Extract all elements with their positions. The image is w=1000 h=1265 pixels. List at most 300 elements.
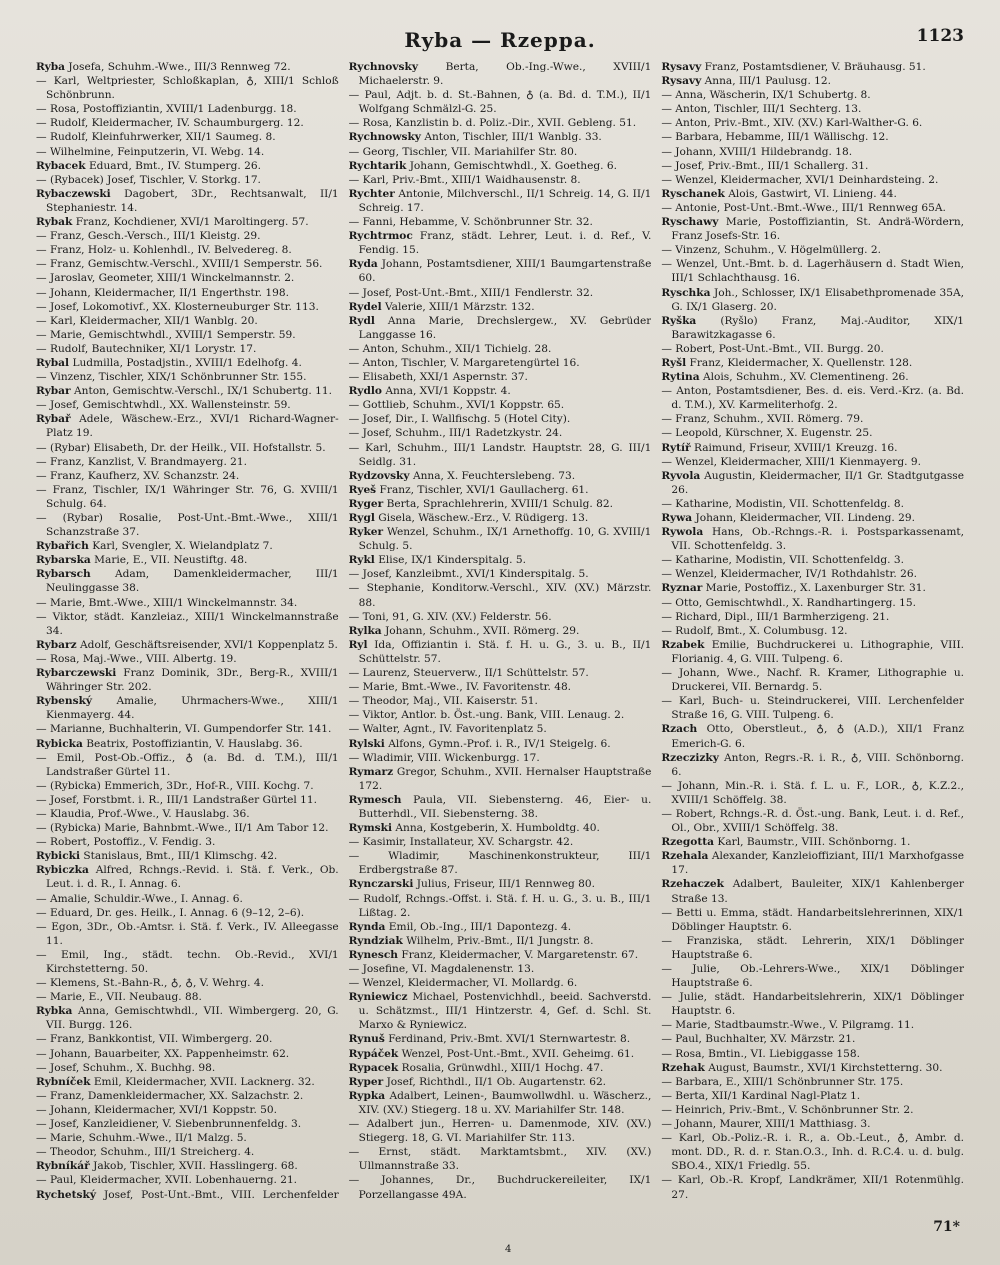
- entry-name: — Franz,: [36, 455, 85, 468]
- entry-name: Rytíř: [661, 441, 691, 454]
- entry-details: Alfons, Gymn.-Prof. i. R., IV/1 Steigelg. 6.: [388, 737, 611, 750]
- entry-name: — Marie,: [36, 991, 86, 1004]
- entry-details: Schuhm.-Wwe., II/1 Malzg. 5.: [88, 1132, 247, 1145]
- page-number: 1123: [916, 26, 964, 46]
- directory-entry: [349, 821, 652, 835]
- directory-entry: [661, 243, 964, 257]
- entry-details: Tischler, XIX/1 Schönbrunner Str. 155.: [98, 371, 307, 384]
- directory-entry: [36, 793, 339, 807]
- entry-name: — Karl,: [661, 1132, 705, 1145]
- entry-details: Franz, städt. Lehrer, Leut. i. d. Ref., V. Fendig. 15.: [358, 230, 652, 257]
- entry-name: Ryeš: [348, 483, 377, 496]
- directory-entry: [36, 722, 339, 736]
- entry-details: Konditorw.-Verschl., XIV. (XV.) Märzstr. 88.: [358, 582, 652, 609]
- entry-name: Rymarz: [348, 765, 394, 778]
- entry-name: — Marie,: [661, 1019, 711, 1032]
- directory-entry: [661, 1117, 964, 1131]
- entry-name: — Wenzel,: [661, 258, 718, 271]
- directory-entry: [349, 694, 652, 708]
- entry-name: — Eduard,: [36, 906, 93, 919]
- entry-details: Antlor. b. Öst.-ung. Bank, VIII. Lenaug. 2.: [401, 709, 625, 722]
- entry-name: Rybaczewski: [36, 187, 111, 200]
- entry-name: — Ernst,: [348, 1146, 412, 1159]
- directory-entry: [661, 906, 964, 934]
- directory-entry: [36, 1061, 339, 1075]
- entry-name: — Rudolf,: [661, 624, 714, 637]
- entry-details: Franz, Kochdiener, XVI/1 Maroltingerg. 57.: [75, 216, 309, 229]
- entry-details: Dagobert, 3Dr., Rechtsanwalt, II/1 Stephaniestr. 14.: [46, 187, 339, 214]
- directory-entry: [36, 243, 339, 257]
- entry-name: — Rosa,: [36, 103, 80, 116]
- entry-name: — Otto,: [661, 596, 703, 609]
- entry-name: — Gottlieb,: [348, 399, 410, 412]
- directory-entry: [349, 567, 652, 581]
- entry-details: Post-Unt.-Bmt.-Wwe., III/1 Rennweg 65A.: [723, 201, 946, 214]
- entry-details: Kanzlist, V. Brandmayerg. 21.: [87, 455, 248, 468]
- entry-name: — Julie,: [661, 991, 708, 1004]
- entry-name: — Johann,: [36, 1103, 91, 1116]
- entry-details: Installateur, XV. Schargstr. 42.: [409, 836, 574, 849]
- entry-details: Emmerich, 3Dr., Hof-R., VIII. Kochg. 7.: [104, 779, 314, 792]
- entry-details: Julius, Friseur, III/1 Rennweg 80.: [416, 878, 596, 891]
- entry-name: Rychnowsky: [348, 131, 421, 144]
- directory-entry: [661, 638, 964, 666]
- entry-details: Kleidermacher, XII/1 Wanblg. 20.: [79, 314, 258, 327]
- entry-details: Marie, Postoffiz., X. Laxenburger Str. 31.: [705, 582, 926, 595]
- directory-entry: [36, 1159, 339, 1173]
- entry-details: Rchngs.-R. d. Öst.-ung. Bank, Leut. i. d. Ref., Ol., Obr., XVIII/1 Schöffelg. 38.: [671, 807, 965, 835]
- entry-details: Adalbert, Leinen-, Baumwollwdhl. u. Wäscherz., XIV. (XV.) Stiegerg. 18 u. XV. Mariahilfer Str. 148.: [358, 1089, 652, 1116]
- entry-details: Ida, Offiziantin i. Stä. f. H. u. G., 3. u. B., II/1 Schüttelstr. 57.: [358, 638, 652, 665]
- entry-name: Rybař: [36, 413, 71, 426]
- entry-details: Adalbert, Bauleiter, XIX/1 Kahlenberger Straße 13.: [671, 878, 964, 905]
- entry-details: Elisabeth, Dr. der Heilk., VII. Hofstallstr. 5.: [93, 441, 326, 454]
- entry-name: Rzegotta: [661, 836, 715, 849]
- entry-details: Postamtsdiener, Bes. d. eis. Verd.-Krz. (a. Bd. d. T.M.), XV. Karmeliterhofg. 2.: [671, 385, 965, 412]
- entry-details: Rchngs.-Offst. i. Stä. f. H. u. G., 3. u. B., III/1 Lißtag. 2.: [358, 892, 652, 919]
- entry-name: — Berta,: [661, 1089, 709, 1102]
- directory-entry: [349, 892, 652, 920]
- entry-details: Schuhm., XVII. Römerg. 79.: [713, 413, 864, 426]
- entry-details: Adolf, Geschäftsreisender, XVI/1 Koppenplatz 5.: [80, 638, 338, 651]
- directory-entry: [349, 159, 652, 173]
- entry-details: Johann, Kleidermacher, VII. Lindeng. 29.: [695, 512, 915, 524]
- entry-name: — (Rybicka): [36, 822, 101, 835]
- directory-entry: [349, 920, 652, 934]
- entry-details: Raimund, Friseur, XVIII/1 Kreuzg. 16.: [694, 441, 898, 454]
- directory-entry: [661, 1075, 964, 1089]
- directory-entry: [349, 610, 652, 624]
- entry-details: Josef, Tischler, V. Storkg. 17.: [107, 173, 261, 186]
- entry-name: — Rosa,: [36, 652, 80, 665]
- entry-details: Post-Unt.-Bmt., VII. Burgg. 20.: [718, 342, 884, 355]
- entry-name: Ryker: [348, 526, 384, 539]
- entry-details: Ob.-Lehrers-Wwe., XIX/1 Döblinger Hauptstraße 6.: [671, 963, 965, 990]
- directory-entry: [349, 173, 652, 187]
- directory-entry: [661, 610, 964, 624]
- entry-details: Kleidermacher, IV/1 Rothdahlstr. 26.: [720, 568, 917, 581]
- directory-entry: [661, 88, 964, 102]
- directory-entry: [36, 567, 339, 595]
- entry-name: Rygl: [348, 512, 375, 524]
- entry-details: St.-Bahn-R., ♁, ♁, V. Wehrg. 4.: [102, 977, 265, 990]
- entry-name: — Stephanie,: [348, 582, 425, 595]
- entry-name: — Karl,: [661, 695, 705, 708]
- directory-entry: [661, 60, 964, 74]
- entry-name: — Paul,: [348, 89, 392, 102]
- directory-entry: [36, 483, 339, 511]
- entry-name: Rzehak: [661, 1061, 705, 1074]
- entry-name: — Viktor,: [36, 610, 88, 623]
- entry-name: Rychtrmoc: [348, 230, 413, 243]
- directory-entry: [36, 215, 339, 229]
- directory-entry: [349, 60, 652, 88]
- directory-entry: [36, 1188, 339, 1201]
- entry-name: Rychtarik: [348, 159, 407, 172]
- directory-entry: [36, 511, 339, 539]
- directory-entry: [349, 384, 652, 398]
- entry-name: Rybníček: [36, 1075, 91, 1088]
- entry-name: — Jaroslav,: [36, 272, 96, 285]
- directory-entry: [36, 1047, 339, 1061]
- entry-details: Rosalia, Grünwdhl., XIII/1 Hochg. 47.: [401, 1061, 604, 1074]
- directory-entry: [36, 173, 339, 187]
- entry-details: E., VII. Neubaug. 88.: [88, 991, 202, 1004]
- entry-details: Marie, Bahnbmt.-Wwe., II/1 Am Tabor 12.: [104, 822, 329, 835]
- directory-entry: [36, 849, 339, 863]
- column-2: [349, 60, 652, 1200]
- directory-entry: [349, 257, 652, 285]
- directory-entry: [661, 567, 964, 581]
- directory-entry: [349, 934, 652, 948]
- entry-name: Rysavy: [661, 61, 702, 73]
- directory-entry: [36, 60, 339, 74]
- entry-name: — Johann,: [661, 145, 717, 158]
- entry-details: Priv.-Bmt., XIV. (XV.) Karl-Walther-G. 6.: [713, 117, 923, 130]
- entry-details: Kleidermacher, XVI/1 Deinhardsteing. 2.: [720, 173, 939, 186]
- entry-details: Maurer, XIII/1 Matthiasg. 3.: [719, 1118, 871, 1131]
- entry-name: — Josefine,: [348, 963, 409, 975]
- entry-name: Rybacek: [36, 159, 86, 172]
- entry-details: Kleinfuhrwerker, XII/1 Saumeg. 8.: [91, 131, 276, 144]
- directory-entry: [349, 751, 652, 765]
- entry-name: Rybar: [36, 385, 71, 398]
- directory-entry: [349, 398, 652, 412]
- entry-name: Rydzovsky: [348, 469, 410, 482]
- entry-details: Weltpriester, Schloßkaplan, ♁, XIII/1 Schloß Schönbrunn.: [46, 75, 339, 102]
- entry-name: Rybenský: [36, 695, 93, 708]
- entry-name: Ryper: [348, 1075, 384, 1088]
- entry-details: Tischler, III/1 Sechterg. 13.: [713, 103, 862, 116]
- directory-entry: [36, 1032, 339, 1046]
- entry-details: Kleidermacher, XVII. Lobenhauerng. 21.: [79, 1174, 298, 1187]
- directory-entry: [349, 426, 652, 440]
- entry-details: Berta, Ob.-Ing.-Wwe., XVIII/1 Michaelerstr. 9.: [358, 61, 652, 88]
- entry-name: Rydl: [348, 314, 375, 327]
- directory-entry: [661, 1173, 964, 1200]
- directory-entry: [349, 835, 652, 849]
- entry-details: Stadtbaumstr.-Wwe., V. Pilgramg. 11.: [713, 1019, 915, 1032]
- directory-entry: [36, 596, 339, 610]
- directory-entry: [36, 1075, 339, 1089]
- entry-name: — Josef,: [36, 793, 80, 806]
- entry-name: — Theodor,: [36, 1146, 97, 1159]
- entry-name: Ryba: [36, 61, 66, 73]
- entry-details: Marie, Postoffiziantin, St. Andrä-Wördern, Franz Josefs-Str. 16.: [671, 216, 965, 243]
- entry-details: Dr. ges. Heilk., I. Annag. 6 (9–12, 2–6).: [96, 906, 305, 919]
- directory-entry: [661, 201, 964, 215]
- entry-details: Kaufherz, XV. Schanzstr. 24.: [87, 469, 240, 482]
- directory-entry: [349, 1145, 652, 1173]
- directory-entry: [661, 215, 964, 243]
- entry-name: Rzach: [661, 723, 698, 736]
- entry-details: Alois, Gastwirt, VI. Linieng. 44.: [728, 187, 897, 200]
- directory-entry: [36, 751, 339, 779]
- entry-details: Agnt., IV. Favoritenplatz 5.: [403, 723, 547, 736]
- entry-details: Schuldir.-Wwe., I. Annag. 6.: [93, 892, 243, 905]
- entry-name: Ryschka: [661, 286, 711, 299]
- entry-name: Rybal: [36, 356, 70, 369]
- entry-name: — Paul,: [36, 1174, 77, 1187]
- entry-details: städt. Kanzleiaz., XIII/1 Winckelmannstraße 34.: [46, 610, 339, 637]
- entry-name: — Elisabeth,: [348, 371, 417, 384]
- directory-entry: [36, 638, 339, 652]
- entry-details: Franz Dominik, 3Dr., Berg-R., XVIII/1 Währinger Str. 202.: [46, 667, 339, 694]
- entry-details: Bautechniker, XI/1 Lorystr. 17.: [91, 342, 257, 355]
- entry-details: Postoffiz., V. Fendig. 3.: [93, 836, 216, 849]
- entry-details: Kleidermacher, II/1 Engerthstr. 198.: [94, 286, 289, 299]
- entry-details: Hebamme, V. Schönbrunner Str. 32.: [399, 216, 593, 229]
- entry-name: — Karl,: [348, 173, 389, 186]
- entry-name: — Rudolf,: [36, 117, 89, 130]
- directory-entry: [661, 497, 964, 511]
- entry-name: Rzehaczek: [661, 878, 725, 891]
- entry-name: — (Rybar): [36, 512, 103, 524]
- entry-details: Damenkleidermacher, XX. Salzachstr. 2.: [87, 1089, 304, 1102]
- entry-name: — Anna,: [661, 89, 707, 102]
- entry-details: 91, G. XIV. (XV.) Felderstr. 56.: [392, 610, 552, 623]
- directory-entry: [661, 314, 964, 342]
- entry-details: Franz, Kleidermacher, V. Margaretenstr. 67.: [401, 948, 639, 961]
- entry-name: — Johannes,: [348, 1174, 434, 1187]
- entry-name: — Josef,: [661, 159, 705, 172]
- entry-details: Gisela, Wäschew.-Erz., V. Rüdigerg. 13.: [378, 512, 589, 524]
- entry-name: — Johann,: [661, 779, 719, 792]
- directory-entry: [36, 553, 339, 567]
- directory-entry: [36, 539, 339, 553]
- directory-entry: [661, 807, 964, 835]
- entry-details: Dipl., III/1 Barmherzigeng. 21.: [724, 610, 890, 623]
- entry-name: — (Rybicka): [36, 779, 101, 792]
- directory-entry: [661, 779, 964, 807]
- entry-name: — Josef,: [348, 568, 392, 581]
- entry-name: — Egon,: [36, 920, 83, 933]
- entry-name: Rynda: [348, 920, 386, 933]
- entry-name: — Wenzel,: [348, 977, 405, 990]
- entry-details: Schuhm., III/1 Landstr. Hauptstr. 28, G. III/1 Seidlg. 31.: [358, 441, 652, 468]
- directory-entry: [349, 511, 652, 525]
- entry-name: — Kasimir,: [348, 836, 407, 849]
- directory-entry: [36, 384, 339, 398]
- directory-entry: [36, 356, 339, 370]
- directory-entry: [36, 1103, 339, 1117]
- entry-details: Priv.-Bmt., III/1 Schallerg. 31.: [707, 159, 869, 172]
- entry-details: Anna, Kostgeberin, X. Humboldtg. 40.: [395, 822, 600, 835]
- entry-name: Rywola: [661, 526, 704, 539]
- entry-name: Rychnovsky: [348, 61, 418, 73]
- entry-name: Ryznar: [661, 582, 703, 595]
- entry-name: Rybicka: [36, 737, 83, 750]
- entry-details: VIII. Wickenburgg. 17.: [417, 751, 540, 764]
- directory-entry: [661, 469, 964, 497]
- entry-details: 3Dr., Ob.-Amtsr. i. Stä. f. Verk., IV. Alleegasse 11.: [46, 920, 339, 947]
- directory-entry: [36, 835, 339, 849]
- column-1: [36, 60, 339, 1200]
- directory-entry: [661, 257, 964, 285]
- entry-name: Rybarz: [36, 638, 77, 651]
- entry-name: — Johann,: [36, 1047, 91, 1060]
- entry-name: Ryda: [348, 258, 378, 271]
- directory-entry: [661, 835, 964, 849]
- directory-entry: [36, 1117, 339, 1131]
- entry-name: — Karl,: [348, 441, 392, 454]
- entry-details: Maschinenkonstrukteur, III/1 Erdbergstraße 87.: [358, 850, 652, 877]
- entry-details: Buch- u. Steindruckerei, VIII. Lerchenfelder Straße 16, G. VIII. Tulpeng. 6.: [671, 695, 965, 722]
- entry-details: Eduard, Bmt., IV. Stumperg. 26.: [88, 159, 261, 172]
- entry-details: Karl, Baumstr., VIII. Schönborng. 1.: [717, 836, 911, 849]
- directory-entry: [36, 116, 339, 130]
- entry-name: Rzabek: [661, 638, 705, 651]
- directory-entry: [349, 877, 652, 891]
- entry-details: Franz, Tischler, XVI/1 Gaullacherg. 61.: [379, 483, 589, 496]
- entry-name: — Wenzel,: [661, 173, 718, 186]
- directory-entry: [36, 74, 339, 102]
- entry-name: — (Rybacek): [36, 173, 104, 186]
- entry-details: Tischler, IX/1 Währinger Str. 76, G. XVIII/1 Schulg. 64.: [46, 483, 339, 510]
- entry-details: Adele, Wäschew.-Erz., XVI/1 Richard-Wagner-Platz 19.: [46, 413, 339, 440]
- directory-entry: [661, 934, 964, 962]
- entry-name: — Barbara,: [661, 1075, 723, 1088]
- entry-name: — Richard,: [661, 610, 721, 623]
- entry-details: Ferdinand, Priv.-Bmt. XVI/1 Sternwartestr. 8.: [388, 1033, 631, 1046]
- entry-name: — Wenzel,: [661, 568, 718, 581]
- entry-details: Anna, XVI/1 Koppstr. 4.: [385, 385, 511, 398]
- entry-name: — Barbara,: [661, 131, 723, 144]
- entry-name: Rytina: [661, 371, 700, 384]
- entry-name: — Rudolf,: [36, 342, 89, 355]
- entry-name: — Anton,: [661, 385, 712, 398]
- column-3: [661, 60, 964, 1200]
- entry-name: — Franz,: [661, 413, 710, 426]
- entry-details: Schuhm., XII/1 Tichielg. 28.: [401, 342, 552, 355]
- entry-name: — Theodor,: [348, 695, 410, 708]
- entry-details: Kleidermacher, IV. Schaumburgerg. 12.: [91, 117, 304, 130]
- entry-name: — Emil,: [36, 751, 85, 764]
- directory-entry: [661, 173, 964, 187]
- entry-details: Kürschner, X. Eugenstr. 25.: [725, 427, 873, 440]
- entry-name: Ryšl: [661, 356, 687, 369]
- entry-name: Rychetský: [36, 1188, 97, 1200]
- directory-entry: [349, 722, 652, 736]
- directory-entry: [349, 342, 652, 356]
- entry-details: Kleidermacher, XIII/1 Kienmayerg. 9.: [720, 455, 921, 468]
- entry-name: — Johann,: [661, 667, 720, 680]
- directory-entry: [661, 370, 964, 384]
- directory-entry: [349, 1117, 652, 1145]
- page-header: [36, 26, 964, 56]
- directory-entry: [36, 807, 339, 821]
- directory-entry: [661, 130, 964, 144]
- entry-details: Schuhm., XVI/1 Koppstr. 65.: [412, 399, 565, 412]
- entry-name: — Toni,: [348, 610, 389, 623]
- directory-entry: [36, 694, 339, 722]
- entry-details: Emil, Ob.-Ing., III/1 Dapontezg. 4.: [388, 920, 572, 933]
- entry-details: Emil, Kleidermacher, XVII. Lacknerg. 32.: [93, 1075, 315, 1088]
- entry-name: — Josef,: [36, 1118, 80, 1131]
- entry-details: (Ryšlo) Franz, Maj.-Auditor, XIX/1 Barawitzkagasse 6.: [671, 314, 965, 341]
- entry-details: Wilhelm, Priv.-Bmt., II/1 Jungstr. 8.: [406, 934, 594, 947]
- entry-name: Rzehala: [661, 850, 709, 863]
- entry-details: Gemischtwhdl., XVIII/1 Semperstr. 59.: [88, 328, 296, 341]
- entry-details: Josefa, Schuhm.-Wwe., III/3 Rennweg 72.: [68, 61, 291, 73]
- directory-entry: [661, 553, 964, 567]
- directory-entry: [36, 906, 339, 920]
- directory-entry: [661, 187, 964, 201]
- directory-entry: [661, 1032, 964, 1046]
- entry-details: Berta, Sprachlehrerin, XVIII/1 Schulg. 82.: [386, 497, 613, 510]
- entry-name: Rydlo: [348, 385, 382, 398]
- directory-entry: [36, 610, 339, 638]
- entry-name: — Marie,: [36, 328, 86, 341]
- entry-details: Bankkontist, VII. Wimbergerg. 20.: [87, 1033, 273, 1046]
- entry-name: — Johann,: [36, 286, 91, 299]
- entry-name: — Marianne,: [36, 723, 106, 736]
- entry-name: Rynczarski: [348, 878, 414, 891]
- entry-name: Rymski: [348, 822, 392, 835]
- entry-details: Min.-R. i. Stä. f. L. u. F., LOR., ♁, K.Z.2., XVIII/1 Schöffelg. 38.: [671, 779, 964, 806]
- entry-details: Bmt., X. Columbusg. 12.: [716, 624, 848, 637]
- directory-entry: [661, 441, 964, 455]
- entry-details: Adjt. b. d. St.-Bahnen, ♁ (a. Bd. d. T.M.), II/1 Wolfgang Schmälzl-G. 25.: [358, 89, 652, 116]
- directory-entry: [36, 257, 339, 271]
- directory-entry: [661, 624, 964, 638]
- directory-entry: [36, 398, 339, 412]
- entry-details: Antonie, Milchverschl., II/1 Schreig. 14, G. II/1 Schreig. 17.: [358, 187, 652, 214]
- entry-name: — Leopold,: [661, 427, 722, 440]
- entry-name: Rylski: [348, 737, 385, 750]
- entry-details: Johann, Schuhm., XVII. Römerg. 29.: [385, 624, 580, 637]
- entry-name: — Anton,: [661, 103, 711, 116]
- directory-entry: [349, 412, 652, 426]
- entry-name: — Franz,: [36, 1033, 85, 1046]
- directory-entry: [349, 229, 652, 257]
- entry-details: Tischler, VII. Mariahilfer Str. 80.: [402, 145, 578, 158]
- entry-details: Wenzel, Schuhm., IX/1 Arnethoffg. 10, G. XVIII/1 Schulg. 5.: [358, 526, 652, 553]
- entry-details: Anna Marie, Drechslergew., XV. Gebrüder Langgasse 16.: [358, 314, 652, 341]
- entry-name: — Robert,: [661, 342, 716, 355]
- directory-entry: [349, 765, 652, 793]
- directory-entry: [36, 920, 339, 948]
- entry-name: — Rosa,: [661, 1047, 705, 1060]
- entry-details: Priv.-Bmt., XIII/1 Waidhausenstr. 8.: [392, 173, 581, 186]
- directory-entry: [661, 1103, 964, 1117]
- directory-entry: [349, 990, 652, 1032]
- entry-details: Karl, Svengler, X. Wielandplatz 7.: [92, 540, 273, 553]
- directory-entry: [36, 229, 339, 243]
- entry-details: XII/1 Kardinal Nagl-Platz 1.: [711, 1089, 861, 1102]
- directory-entry: [349, 680, 652, 694]
- entry-details: Rosalie, Post-Unt.-Bmt.-Wwe., XIII/1 Schanzstraße 37.: [46, 512, 339, 539]
